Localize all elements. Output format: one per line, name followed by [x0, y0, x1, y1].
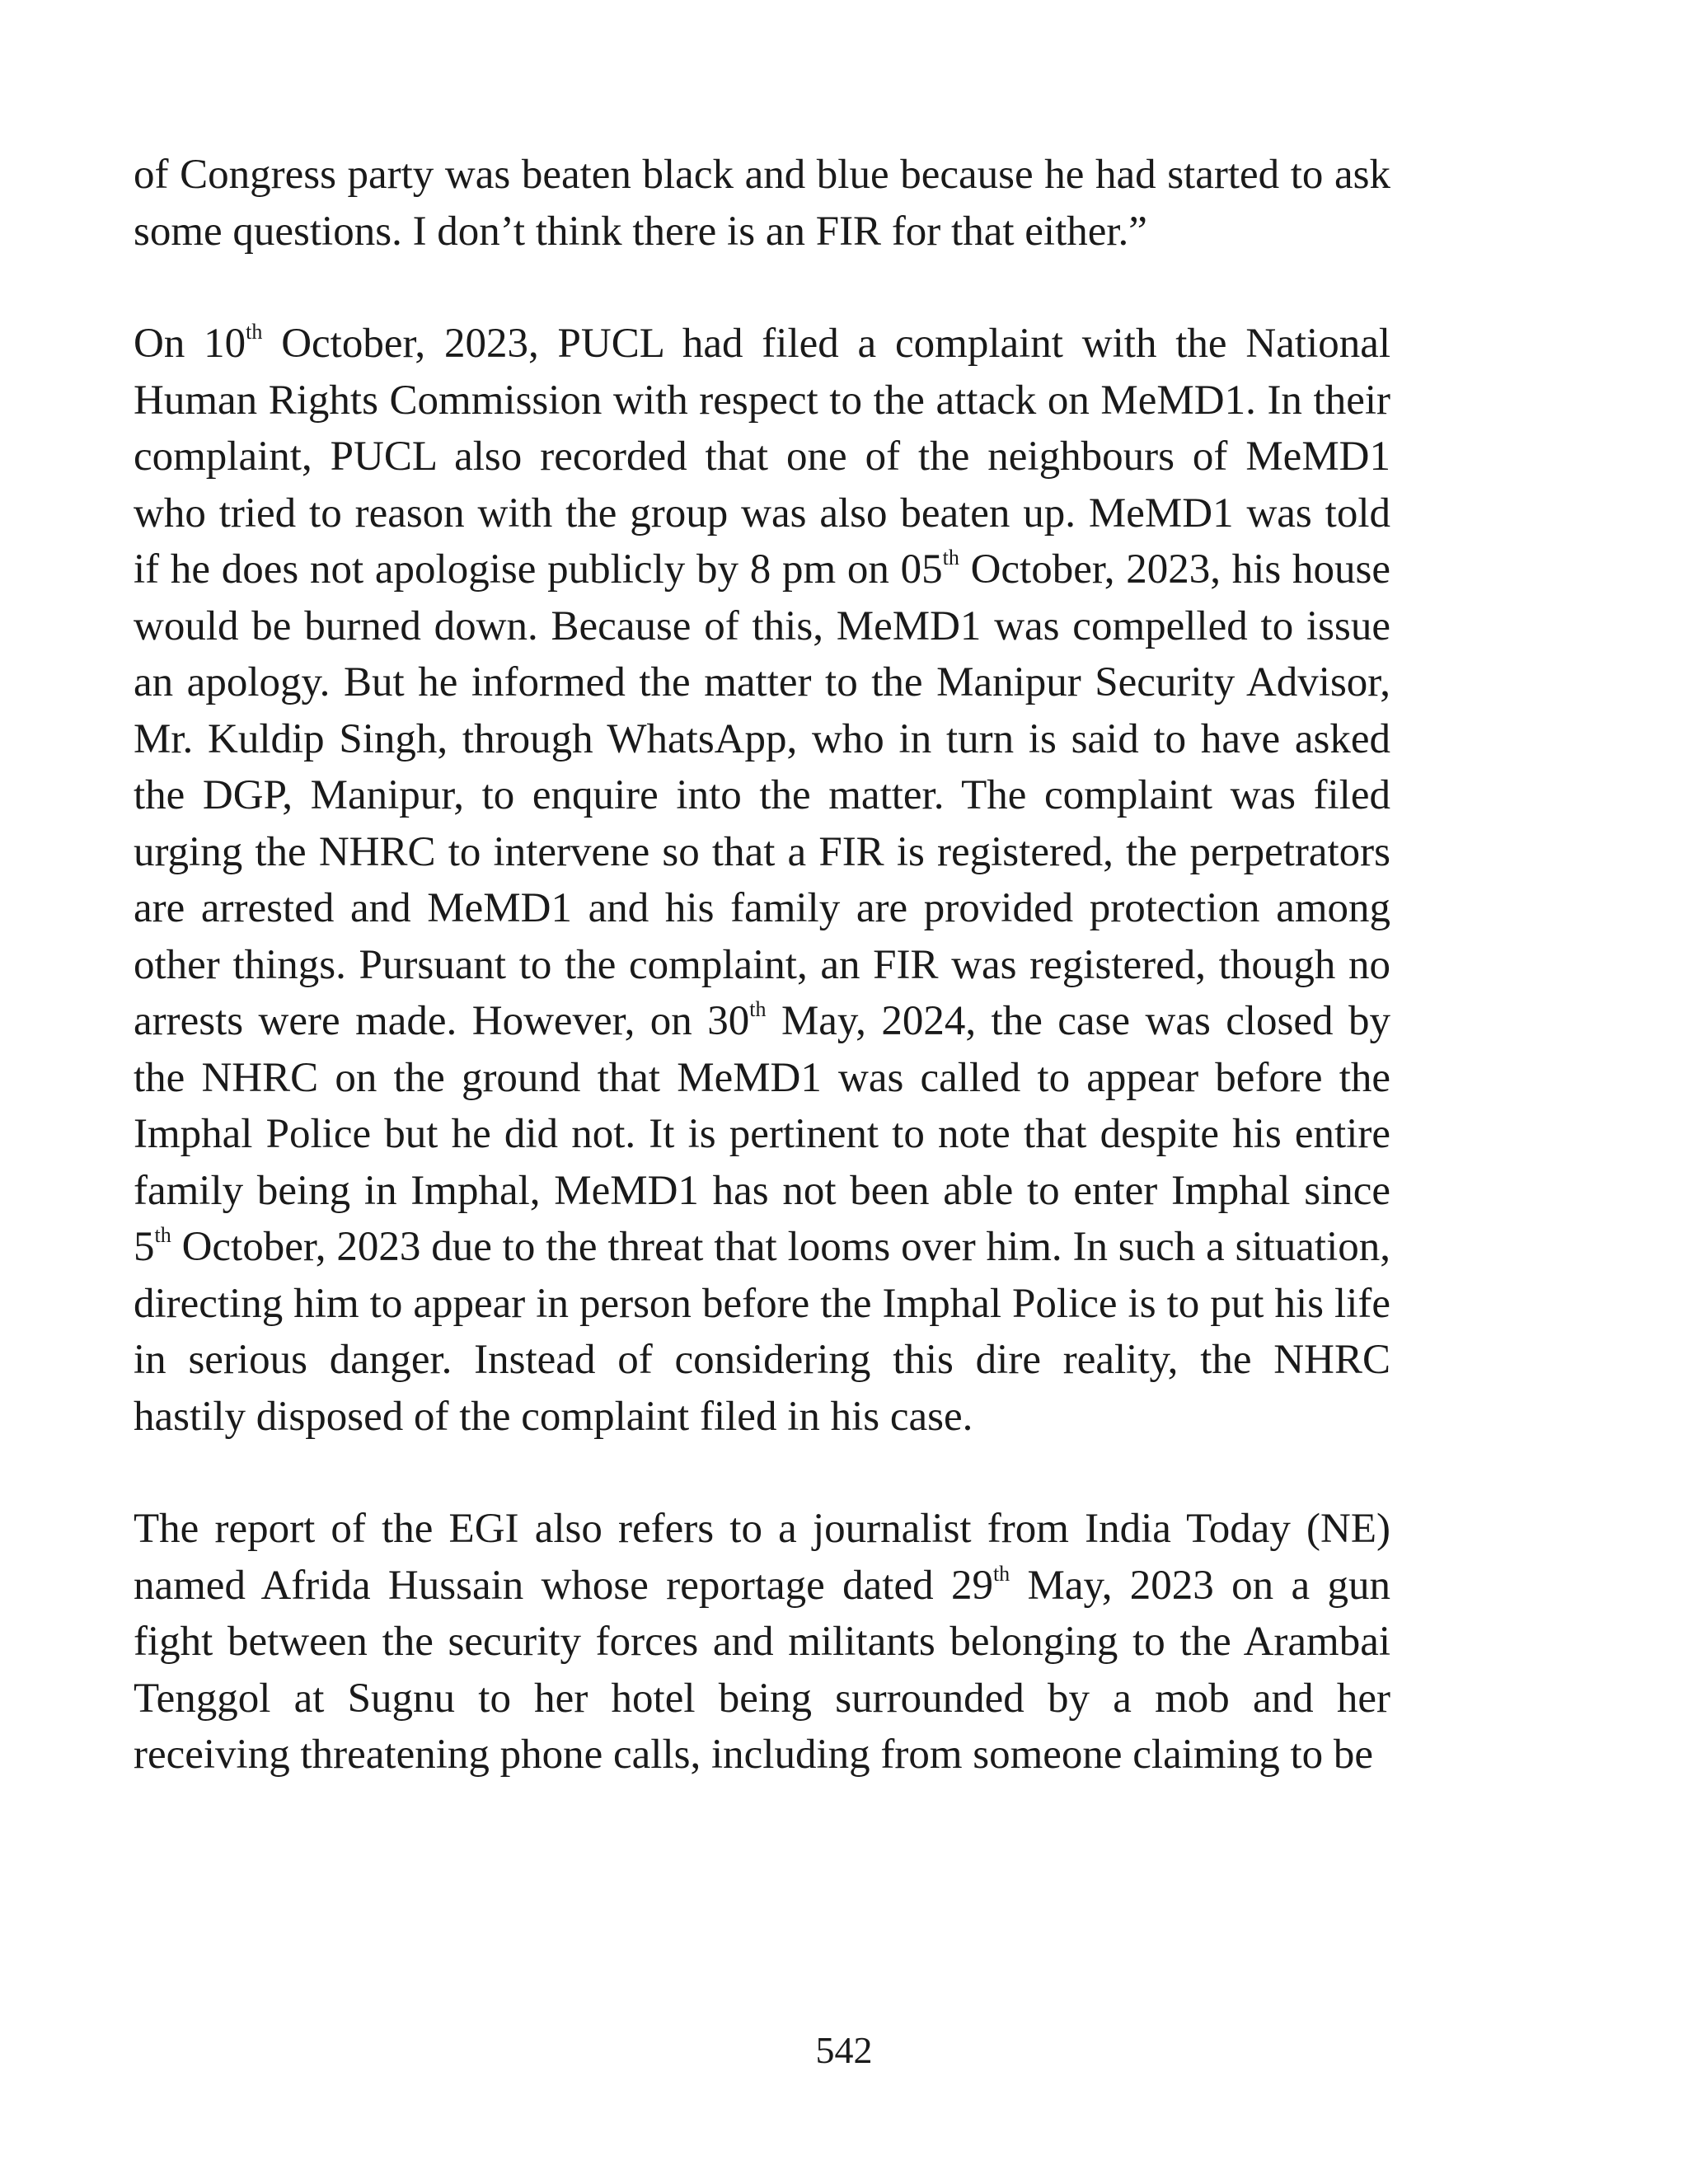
ordinal-superscript: th — [154, 1223, 171, 1247]
ordinal-superscript: th — [749, 997, 767, 1021]
paragraph-text: October, 2023, PUCL had filed a complaint with the National Human Rights Commission with respect to the attack on MeMD1. In their complaint, PUCL also recorded that one of the neighbours of MeMD1 who tried to reason with the group was also beaten up. MeMD1 was told if he does not apologise publicly by 8 pm on 05 — [134, 321, 1390, 593]
document-body — [134, 147, 1390, 1783]
paragraph — [134, 1501, 1390, 1783]
ordinal-superscript: th — [942, 546, 959, 569]
paragraph-text: May, 2023 on a gun fight between the security forces and militants belonging to the Arambai Tenggol at Sugnu to her hotel being surrounded by a mob and her receiving threatening phone calls, including from someone claiming to be — [134, 1562, 1390, 1778]
paragraph-text: May, 2024, the case was closed by the NHRC on the ground that MeMD1 was called to appear before the Imphal Police but he did not. It is pertinent to note that despite his entire family being in Imphal, MeMD1 has not been able to enter Imphal since 5 — [134, 998, 1390, 1270]
paragraph — [134, 316, 1390, 1445]
paragraph-text: The report of the EGI also refers to a journalist from India Today (NE) named Afrida Hussain whose reportage dated 29 — [134, 1506, 1390, 1609]
paragraph — [134, 147, 1390, 260]
paragraph-text: October, 2023, his house would be burned down. Because of this, MeMD1 was compelled to issue an apology. But he informed the matter to the Manipur Security Advisor, Mr. Kuldip Singh, through WhatsApp, who in turn is said to have asked the DGP, Manipur, to enquire into the matter. The complaint was filed urging the NHRC to intervene so that a FIR is registered, the perpetrators are arrested and MeMD1 and his family are provided protection among other things. Pursuant to the complaint, an FIR was registered, though no arrests were made. However, on 30 — [134, 546, 1390, 1044]
paragraph-text: On 10 — [134, 321, 246, 367]
ordinal-superscript: th — [246, 320, 263, 344]
paragraph-text: October, 2023 due to the threat that looms over him. In such a situation, directing him to appear in person before the Imphal Police is to put his life in serious danger. Instead of considering this dire reality, the NHRC hastily disposed of the complaint filed in his case. — [134, 1224, 1390, 1440]
page-number: 542 — [815, 2029, 873, 2071]
ordinal-superscript: th — [992, 1561, 1010, 1586]
paragraph-text: of Congress party was beaten black and blue because he had started to ask some questions. I don’t think there is an FIR for that either.” — [134, 152, 1390, 255]
